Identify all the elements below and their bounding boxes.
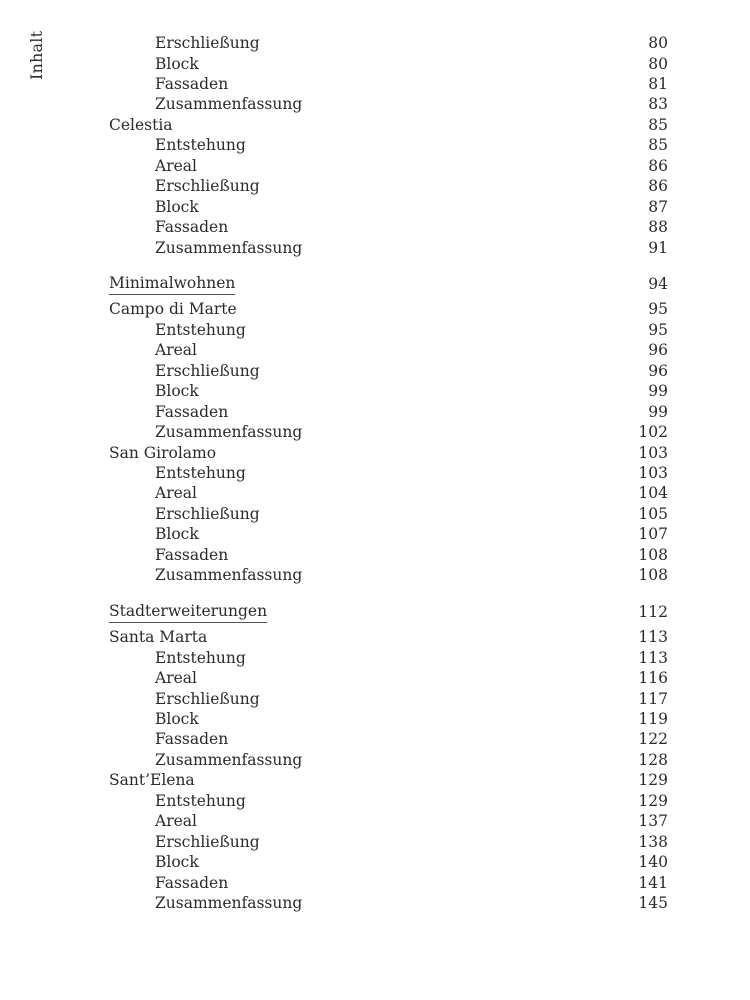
toc-subentry: [0, 810, 750, 832]
toc-entry-title: Celestia: [109, 115, 173, 134]
toc-page-number: 112: [638, 602, 668, 621]
toc-subentry: [0, 667, 750, 689]
toc-page-number: 91: [648, 238, 668, 257]
toc-page-number: 113: [638, 628, 668, 647]
toc-entry-title: Zusammenfassung: [155, 750, 303, 769]
toc-subentry: [0, 523, 750, 545]
toc-page-number: 86: [648, 177, 668, 196]
toc-entry-title: Sant’Elena: [109, 771, 195, 790]
toc-page-number: 85: [648, 115, 668, 134]
toc-page-number: 80: [648, 34, 668, 52]
toc-page-number: 83: [648, 95, 668, 114]
toc-entry-title: Areal: [155, 156, 197, 175]
toc-page-number: 95: [648, 320, 668, 339]
toc-page-number: 96: [648, 341, 668, 360]
toc-entry-title: Santa Marta: [109, 628, 208, 647]
toc-subentry: [0, 339, 750, 361]
toc-subentry: [0, 790, 750, 812]
toc-page-number: 141: [638, 873, 668, 892]
toc-entry-title: Areal: [155, 484, 197, 503]
toc-entry-title: Fassaden: [155, 730, 229, 749]
toc-page-number: 95: [648, 300, 668, 319]
toc-subentry: [0, 93, 750, 115]
toc-page-number: 85: [648, 136, 668, 155]
toc-subentry: [0, 401, 750, 423]
toc-entry-title: Block: [155, 525, 199, 544]
toc-page-number: 122: [638, 730, 668, 749]
running-head: Inhalt: [27, 30, 46, 80]
toc-entry-title: Fassaden: [155, 402, 229, 421]
toc-subentry: [0, 708, 750, 730]
toc-subentry: [0, 462, 750, 484]
toc-subentry: [0, 503, 750, 525]
toc-entry-title: Entstehung: [155, 648, 246, 667]
toc-entry-title: Zusammenfassung: [155, 95, 303, 114]
toc-subentry: [0, 728, 750, 750]
toc-section-heading: [0, 601, 750, 623]
toc-page-number: 96: [648, 361, 668, 380]
toc-entry-title: Zusammenfassung: [155, 423, 303, 442]
toc-page-number: 88: [648, 218, 668, 236]
toc-entry-title: Zusammenfassung: [155, 566, 303, 585]
toc-entry-title: Block: [155, 54, 199, 73]
toc-subentry: [0, 544, 750, 566]
toc-page-number: 104: [638, 484, 668, 503]
toc-entry-title: Entstehung: [155, 464, 246, 482]
toc-page-number: 128: [638, 750, 668, 769]
toc-entry-title: Campo di Marte: [109, 300, 237, 319]
toc-entry-title: Stadterweiterungen: [109, 601, 267, 623]
toc-subentry: [0, 564, 750, 586]
toc-entry-title: Fassaden: [155, 545, 229, 564]
toc-entry-title: Areal: [155, 669, 197, 688]
toc-entry-title: Block: [155, 853, 199, 872]
toc-subentry: [0, 892, 750, 914]
toc-subentry: [0, 380, 750, 402]
toc-subentry: [0, 216, 750, 238]
toc-page-number: 105: [638, 504, 668, 523]
toc-subentry: [0, 73, 750, 95]
toc-subentry: [0, 360, 750, 382]
toc-subentry: [0, 175, 750, 197]
toc-subentry: [0, 32, 750, 54]
toc-entry-title: Erschließung: [155, 177, 260, 196]
toc-page-number: 87: [648, 197, 668, 216]
toc-page-number: 145: [638, 894, 668, 912]
toc-entry-title: Areal: [155, 812, 197, 831]
toc-page-number: 81: [648, 74, 668, 93]
toc-entry-title: Fassaden: [155, 218, 229, 236]
toc-subentry: [0, 872, 750, 894]
toc-subentry: [0, 237, 750, 259]
toc-page-number: 99: [648, 382, 668, 401]
toc-page-number: 117: [638, 689, 668, 708]
toc-page-number: 113: [638, 648, 668, 667]
toc-chapter-entry: [0, 442, 750, 464]
toc-subentry: [0, 196, 750, 218]
toc-subentry: [0, 53, 750, 75]
toc-entry-title: Minimalwohnen: [109, 273, 235, 295]
toc-page-number: 94: [648, 274, 668, 293]
toc-entry-title: Fassaden: [155, 873, 229, 892]
toc-page-number: 107: [638, 525, 668, 544]
toc-page-number: 108: [638, 566, 668, 585]
toc-subentry: [0, 482, 750, 504]
toc-chapter-entry: [0, 298, 750, 320]
toc-entry-title: Erschließung: [155, 361, 260, 380]
toc-entry-title: Zusammenfassung: [155, 894, 303, 912]
toc-entry-title: Block: [155, 197, 199, 216]
toc-subentry: [0, 319, 750, 341]
toc-page-number: 103: [638, 443, 668, 462]
toc-entry-title: Block: [155, 710, 199, 728]
toc-entry-title: Entstehung: [155, 791, 246, 810]
toc-page-number: 129: [638, 791, 668, 810]
toc-page-number: 116: [638, 669, 668, 688]
toc-entry-title: Entstehung: [155, 136, 246, 155]
toc-entry-title: Zusammenfassung: [155, 238, 303, 257]
toc-subentry: [0, 155, 750, 177]
toc-chapter-entry: [0, 626, 750, 648]
toc-subentry: [0, 831, 750, 853]
toc-page-number: 119: [638, 710, 668, 728]
toc-page-number: 86: [648, 156, 668, 175]
toc-subentry: [0, 134, 750, 156]
toc-entry-title: Erschließung: [155, 832, 260, 851]
toc-page-number: 140: [638, 853, 668, 872]
toc-entry-title: Erschließung: [155, 689, 260, 708]
toc-entry-title: Erschließung: [155, 34, 260, 52]
toc-subentry: [0, 647, 750, 669]
toc-section-heading: [0, 273, 750, 295]
toc-entry-title: Areal: [155, 341, 197, 360]
toc-subentry: [0, 688, 750, 710]
toc-page-number: 138: [638, 832, 668, 851]
toc-page-number: 102: [638, 423, 668, 442]
toc-entry-title: Entstehung: [155, 320, 246, 339]
toc-page-number: 137: [638, 812, 668, 831]
toc-chapter-entry: [0, 114, 750, 136]
toc-subentry: [0, 749, 750, 771]
toc-page-number: 108: [638, 545, 668, 564]
toc-page-number: 99: [648, 402, 668, 421]
toc-entry-title: Erschließung: [155, 504, 260, 523]
toc-entry-title: San Girolamo: [109, 443, 217, 462]
toc-subentry: [0, 851, 750, 873]
toc-page-number: 80: [648, 54, 668, 73]
toc-page-number: 103: [638, 464, 668, 482]
toc-subentry: [0, 421, 750, 443]
toc-chapter-entry: [0, 769, 750, 791]
toc-entry-title: Block: [155, 382, 199, 401]
toc-page-number: 129: [638, 771, 668, 790]
toc-entry-title: Fassaden: [155, 74, 229, 93]
